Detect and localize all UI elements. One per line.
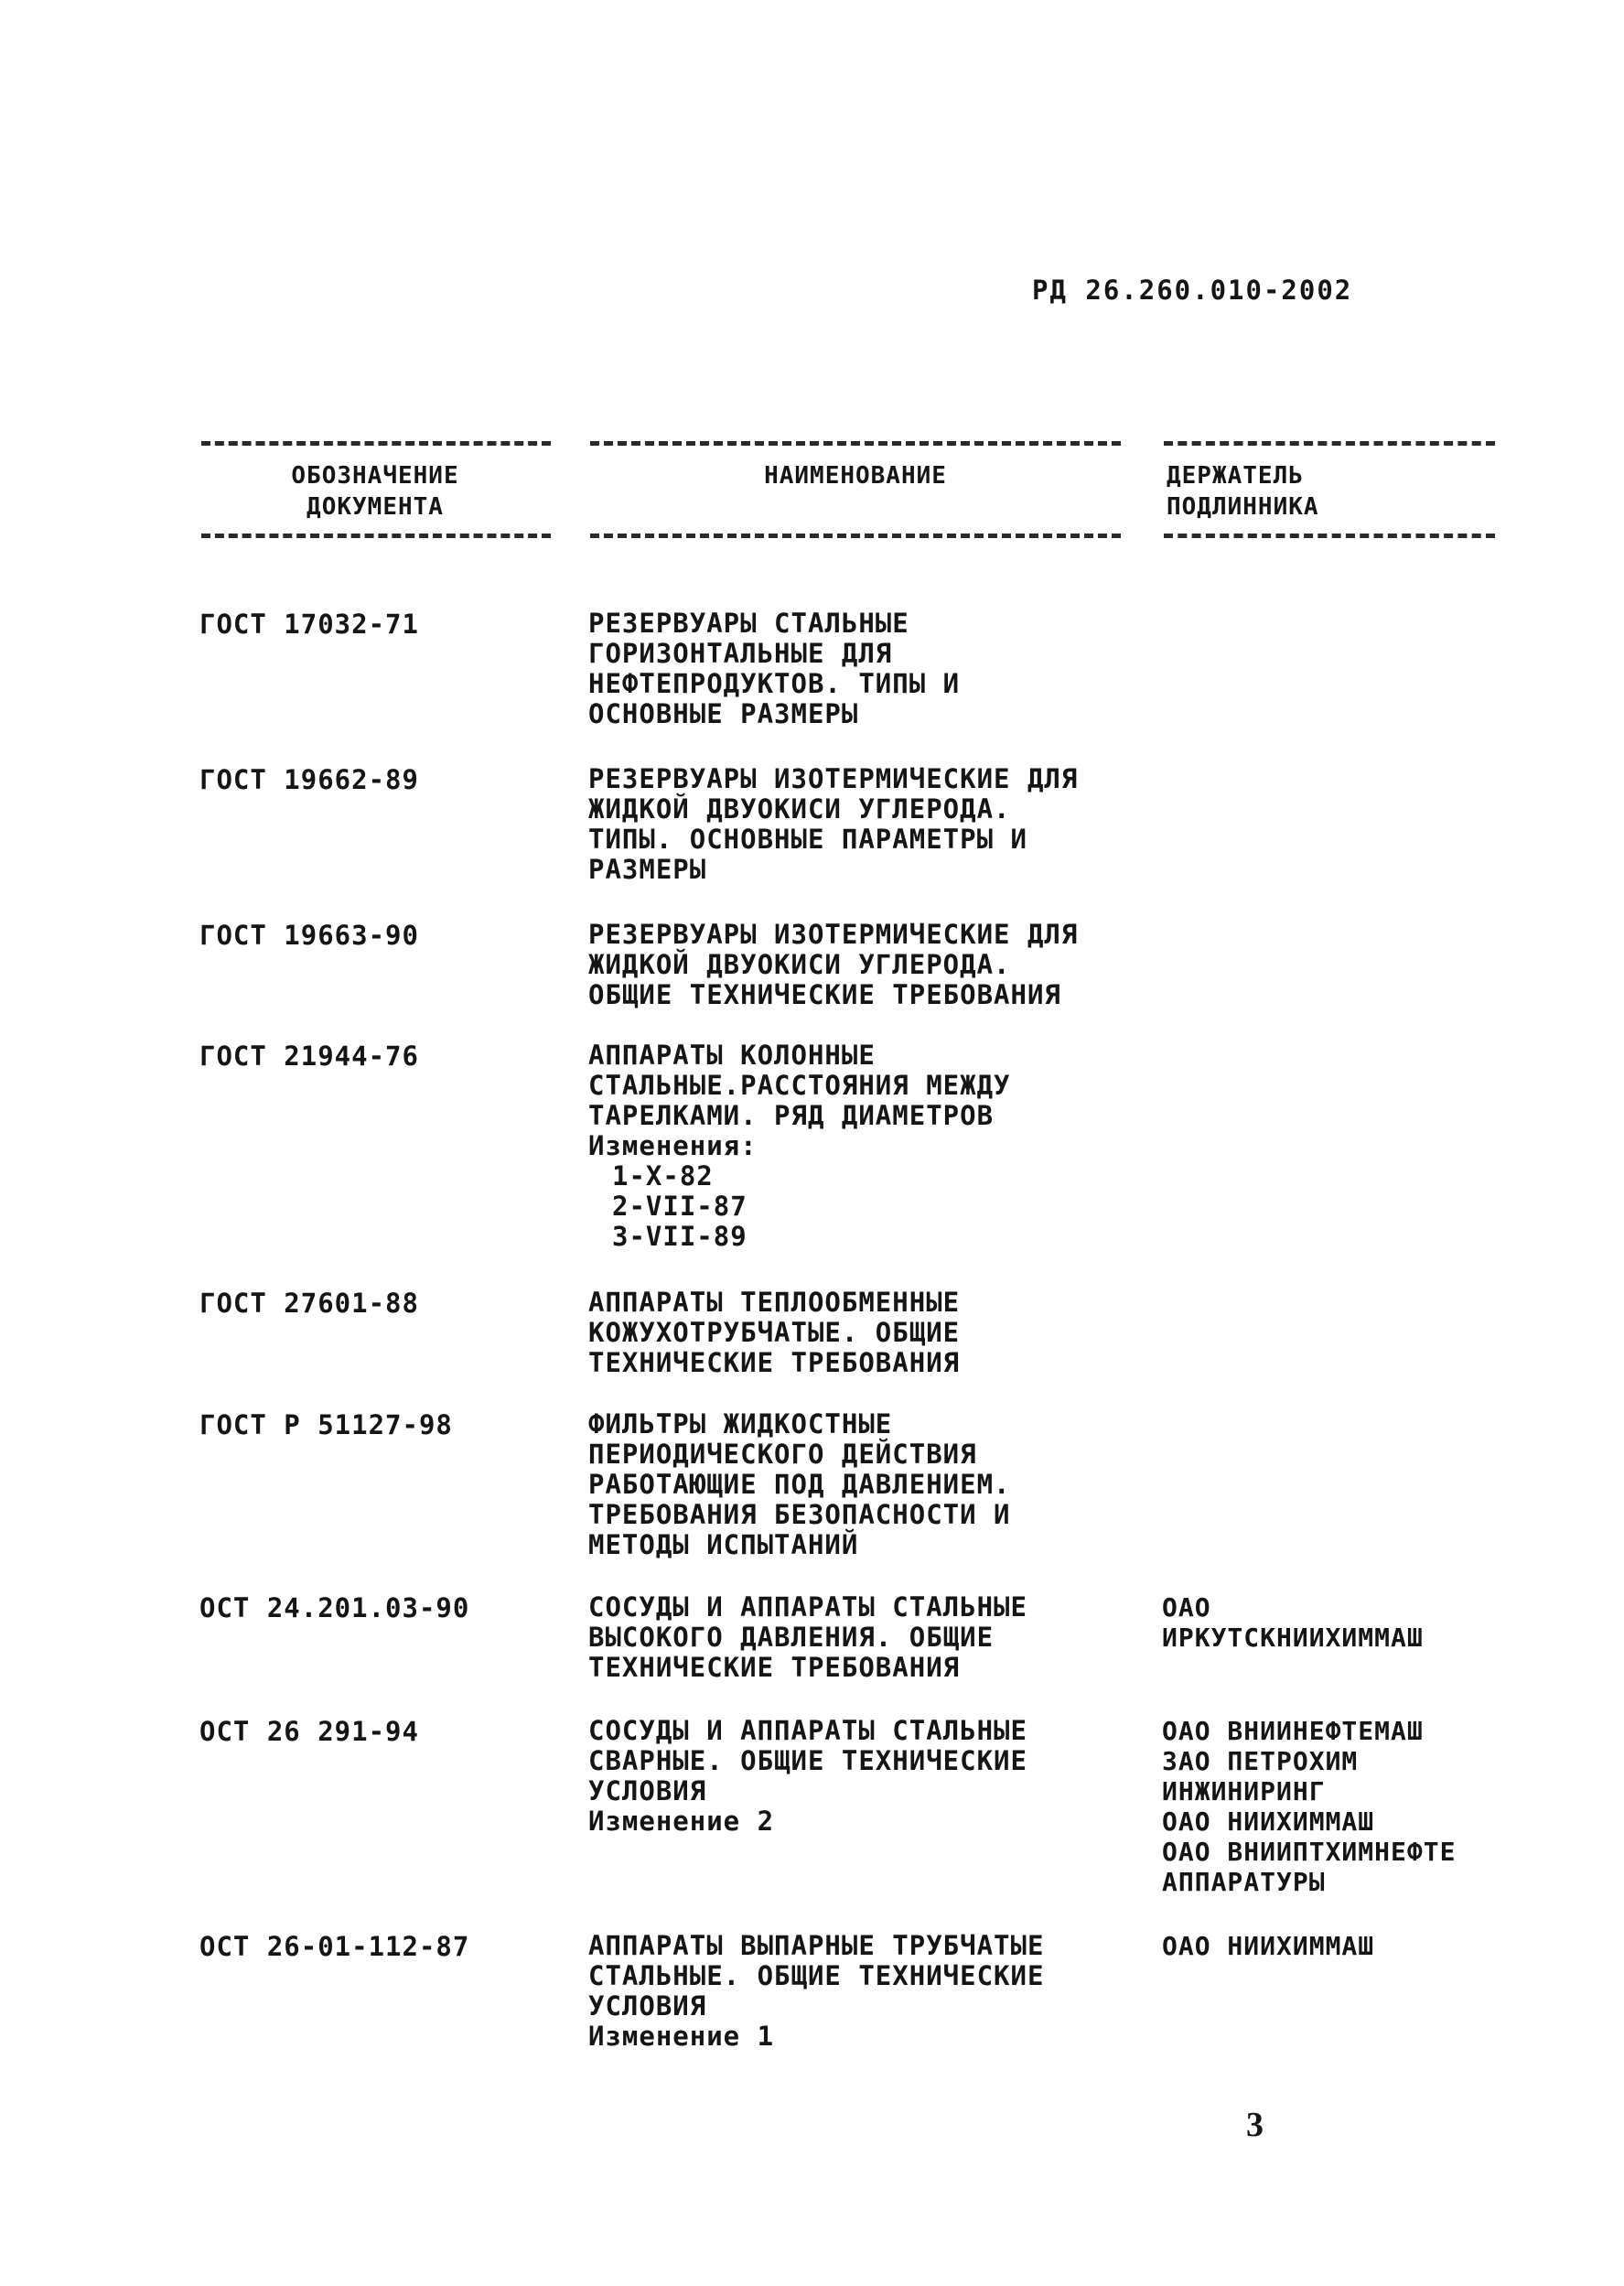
document-title [588, 764, 1078, 885]
document-title-line: РАБОТАЮЩИЕ ПОД ДАВЛЕНИЕМ. [588, 1469, 1011, 1500]
document-title [588, 920, 1078, 1010]
document-designation: ГОСТ 17032-71 [199, 609, 419, 640]
document-designation: ГОСТ Р 51127-98 [199, 1409, 453, 1440]
change-entry: 2-VII-87 [612, 1191, 747, 1222]
document-title-line: ОБЩИЕ ТЕХНИЧЕСКИЕ ТРЕБОВАНИЯ [588, 979, 1061, 1010]
changes-label: Изменения: [588, 1130, 758, 1161]
header-holder-line: ДЕРЖАТЕЛЬ [1167, 462, 1304, 490]
document-designation: ОСТ 26-01-112-87 [199, 1931, 470, 1962]
header-rule-bottom-col3 [1164, 534, 1495, 538]
header-holder [1167, 460, 1496, 523]
document-title [588, 1288, 960, 1378]
document-title-line: АППАРАТЫ ТЕПЛООБМЕННЫЕ [588, 1287, 961, 1318]
original-holder-line: ОАО НИИХИММАШ [1162, 1931, 1375, 1961]
header-rule-top-col2 [590, 441, 1121, 446]
document-title-line: РЕЗЕРВУАРЫ СТАЛЬНЫЕ [588, 608, 909, 639]
changes-label: Изменение 1 [588, 2021, 775, 2052]
original-holder [1162, 1931, 1374, 1961]
document-code: РД 26.260.010-2002 [1032, 275, 1353, 306]
original-holder-line: АППАРАТУРЫ [1162, 1867, 1326, 1897]
document-designation: ОСТ 26 291-94 [199, 1716, 419, 1747]
document-title-line: ЖИДКОЙ ДВУОКИСИ УГЛЕРОДА. [588, 793, 1011, 825]
document-title-line: СОСУДЫ И АППАРАТЫ СТАЛЬНЫЕ [588, 1591, 1027, 1623]
document-designation: ГОСТ 19663-90 [199, 920, 419, 951]
document-title-line: УСЛОВИЯ [588, 1990, 707, 2022]
header-holder-line: ПОДЛИННИКА [1167, 493, 1319, 521]
document-title-line: КОЖУХОТРУБЧАТЫЕ. ОБЩИЕ [588, 1317, 961, 1348]
document-title-line: ФИЛЬТРЫ ЖИДКОСТНЫЕ [588, 1408, 893, 1440]
header-designation [201, 460, 549, 523]
header-designation-line: ОБОЗНАЧЕНИЕ [291, 462, 459, 490]
document-title-line: РЕЗЕРВУАРЫ ИЗОТЕРМИЧЕСКИЕ ДЛЯ [588, 763, 1079, 794]
original-holder-line: ОАО [1162, 1592, 1211, 1623]
document-title-line: ВЫСОКОГО ДАВЛЕНИЯ. ОБЩИЕ [588, 1622, 995, 1653]
header-rule-top-col3 [1164, 441, 1495, 446]
document-title [588, 1041, 1011, 1252]
original-holder-line: ОАО НИИХИММАШ [1162, 1806, 1375, 1837]
document-title-line: РЕЗЕРВУАРЫ ИЗОТЕРМИЧЕСКИЕ ДЛЯ [588, 919, 1079, 950]
original-holder-line: ЗАО ПЕТРОХИМ [1162, 1746, 1359, 1776]
document-title-line: ОСНОВНЫЕ РАЗМЕРЫ [588, 698, 859, 729]
document-title-line: УСЛОВИЯ [588, 1775, 707, 1806]
document-title-line: РАЗМЕРЫ [588, 854, 707, 885]
original-holder-line: ОАО ВНИИПТХИМНЕФТЕ [1162, 1837, 1457, 1867]
document-title [588, 1931, 1044, 2052]
header-designation-line: ДОКУМЕНТА [307, 493, 444, 521]
changes-label: Изменение 2 [588, 1806, 775, 1837]
document-title [588, 1592, 1027, 1683]
document-title-line: СОСУДЫ И АППАРАТЫ СТАЛЬНЫЕ [588, 1715, 1027, 1746]
document-title-line: ТИПЫ. ОСНОВНЫЕ ПАРАМЕТРЫ И [588, 824, 1027, 855]
document-title-line: ПЕРИОДИЧЕСКОГО ДЕЙСТВИЯ [588, 1439, 977, 1470]
document-title-line: ТЕХНИЧЕСКИЕ ТРЕБОВАНИЯ [588, 1347, 961, 1378]
header-rule-bottom-col1 [201, 534, 551, 538]
original-holder-line: ОАО ВНИИНЕФТЕМАШ [1162, 1716, 1424, 1746]
original-holder-line: ИНЖИНИРИНГ [1162, 1776, 1326, 1806]
document-designation: ОСТ 24.201.03-90 [199, 1592, 470, 1623]
header-rule-top-col1 [201, 441, 551, 446]
document-title-line: МЕТОДЫ ИСПЫТАНИЙ [588, 1529, 859, 1560]
document-title [588, 1409, 1011, 1560]
document-title-line: СТАЛЬНЫЕ.РАССТОЯНИЯ МЕЖДУ [588, 1070, 1011, 1101]
document-title-line: ТЕХНИЧЕСКИЕ ТРЕБОВАНИЯ [588, 1652, 961, 1683]
change-entry: 1-X-82 [612, 1160, 714, 1192]
page-number: 3 [1246, 2106, 1264, 2144]
header-rule-bottom-col2 [590, 534, 1121, 538]
document-title-line: СТАЛЬНЫЕ. ОБЩИЕ ТЕХНИЧЕСКИЕ [588, 1960, 1045, 1991]
original-holder [1162, 1592, 1424, 1653]
document-designation: ГОСТ 19662-89 [199, 764, 419, 795]
document-title [588, 1716, 1027, 1837]
change-entry: 3-VII-89 [612, 1221, 747, 1252]
document-title-line: СВАРНЫЕ. ОБЩИЕ ТЕХНИЧЕСКИЕ [588, 1745, 1027, 1776]
document-title-line: АППАРАТЫ КОЛОННЫЕ [588, 1040, 876, 1071]
document-title-line: АППАРАТЫ ВЫПАРНЫЕ ТРУБЧАТЫЕ [588, 1930, 1045, 1961]
document-title-line: ТРЕБОВАНИЯ БЕЗОПАСНОСТИ И [588, 1499, 1011, 1530]
document-title [588, 609, 960, 729]
document-designation: ГОСТ 21944-76 [199, 1041, 419, 1072]
document-title-line: НЕФТЕПРОДУКТОВ. ТИПЫ И [588, 668, 961, 699]
document-designation: ГОСТ 27601-88 [199, 1288, 419, 1319]
document-title-line: ТАРЕЛКАМИ. РЯД ДИАМЕТРОВ [588, 1100, 995, 1131]
original-holder-line: ИРКУТСКНИИХИММАШ [1162, 1623, 1424, 1653]
original-holder [1162, 1716, 1456, 1897]
header-name: НАИМЕНОВАНИЕ [764, 462, 947, 490]
document-title-line: ГОРИЗОНТАЛЬНЫЕ ДЛЯ [588, 638, 893, 669]
document-title-line: ЖИДКОЙ ДВУОКИСИ УГЛЕРОДА. [588, 949, 1011, 980]
